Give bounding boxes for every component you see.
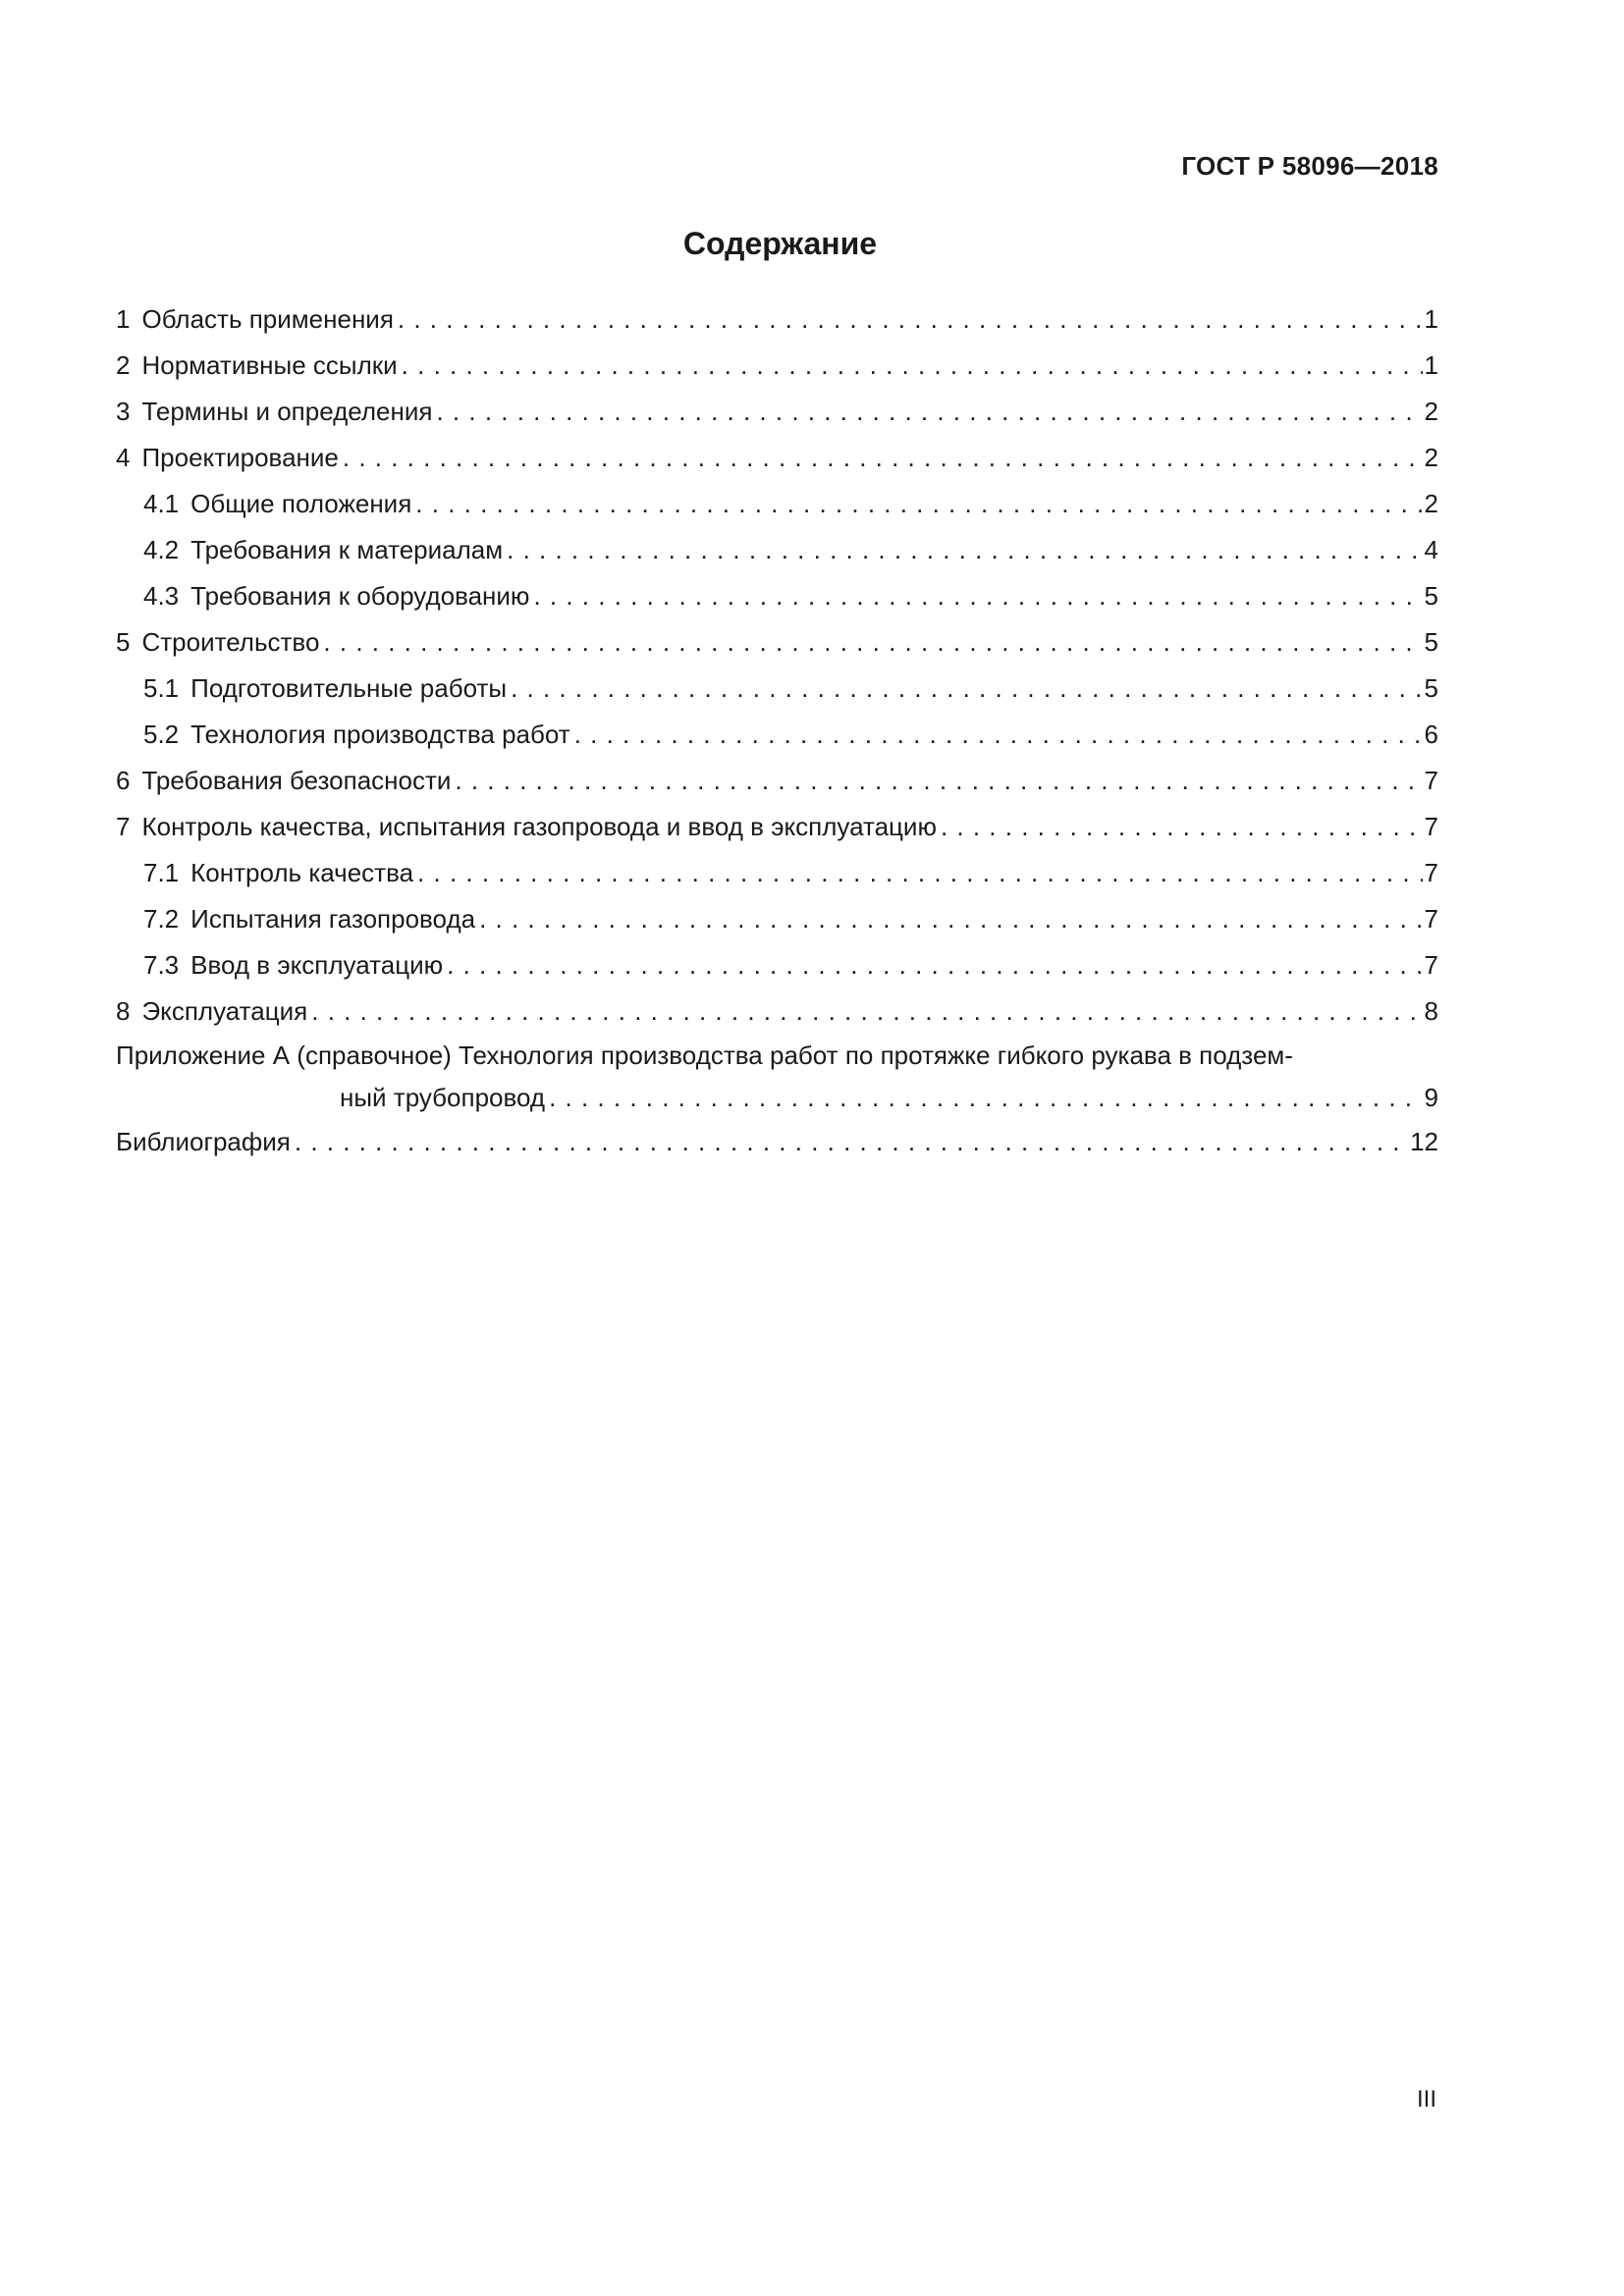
- toc-bibliography[interactable]: [116, 1119, 1438, 1165]
- dot-leader: [447, 942, 1422, 988]
- toc-entry-number: 2: [116, 350, 131, 380]
- toc-entry-label: Испытания газопровода: [190, 904, 476, 934]
- toc-entry-number: 8: [116, 996, 131, 1026]
- toc-entry-number: 5.2: [143, 720, 180, 749]
- toc-subentry[interactable]: [116, 712, 1438, 758]
- toc-entry-page: 5: [1424, 581, 1438, 611]
- dot-leader: [455, 758, 1422, 804]
- toc-entry-number: 7.2: [143, 904, 180, 934]
- toc-appendix-label: Приложение А (справочное) Технология производства работ по протяжке гибкого рукава в подзем-: [116, 1041, 1293, 1070]
- toc-entry[interactable]: [116, 343, 1438, 389]
- dot-leader: [507, 527, 1422, 573]
- toc-entry-number: 4: [116, 443, 131, 472]
- toc-entry-number: 7.3: [143, 950, 180, 980]
- dot-leader: [574, 712, 1423, 758]
- toc-entry-page: 5: [1424, 673, 1438, 703]
- dot-leader: [479, 896, 1422, 942]
- dot-leader: [295, 1119, 1408, 1165]
- dot-leader: [941, 804, 1423, 850]
- toc-entry[interactable]: [116, 988, 1438, 1035]
- toc-entry-number: 3: [116, 397, 131, 426]
- dot-leader: [436, 389, 1422, 435]
- toc-entry-page: 7: [1424, 904, 1438, 934]
- toc-entry-page: 2: [1424, 397, 1438, 426]
- toc-entry-number: 4.3: [143, 581, 180, 611]
- toc-entry-page: 5: [1424, 627, 1438, 657]
- toc-entry-label: Проектирование: [141, 443, 339, 472]
- toc-entry-page: 1: [1424, 350, 1438, 380]
- dot-leader: [511, 666, 1422, 712]
- toc-entry[interactable]: [116, 619, 1438, 666]
- toc-subentry[interactable]: [116, 942, 1438, 988]
- toc-entry-number: 4.1: [143, 489, 180, 518]
- toc-entry[interactable]: [116, 758, 1438, 804]
- dot-leader: [311, 988, 1422, 1035]
- dot-leader: [398, 296, 1423, 343]
- toc-appendix-line-2[interactable]: [116, 1076, 1438, 1119]
- toc-subentry[interactable]: [116, 850, 1438, 896]
- toc-entry-number: 1: [116, 304, 131, 334]
- toc-entry-number: 7: [116, 812, 131, 841]
- toc-entry[interactable]: [116, 804, 1438, 850]
- dot-leader: [549, 1076, 1422, 1119]
- toc-entry-label: Строительство: [141, 627, 320, 657]
- dot-leader: [323, 619, 1422, 666]
- toc-entry[interactable]: [116, 389, 1438, 435]
- toc-entry[interactable]: [116, 296, 1438, 343]
- toc-entry-page: 7: [1424, 812, 1438, 841]
- page-number: III: [1416, 2086, 1436, 2112]
- toc-subentry[interactable]: [116, 573, 1438, 619]
- toc-appendix-page: 9: [1424, 1083, 1438, 1112]
- toc-entry-label: Контроль качества: [190, 858, 414, 887]
- toc-subentry[interactable]: [116, 527, 1438, 573]
- toc-entry-number: 4.2: [143, 535, 180, 564]
- toc-entry[interactable]: [116, 435, 1438, 481]
- page-title: Содержание: [682, 226, 878, 261]
- toc-appendix-line-1[interactable]: [116, 1035, 1438, 1076]
- toc-entry-page: 1: [1424, 304, 1438, 334]
- toc-entry-label: Контроль качества, испытания газопровода и ввод в эксплуатацию: [141, 812, 937, 841]
- toc-entry-page: 2: [1424, 489, 1438, 518]
- toc-entry-number: 6: [116, 766, 131, 795]
- toc-entry-label: Ввод в эксплуатацию: [190, 950, 444, 980]
- toc-entry-label: Эксплуатация: [141, 996, 308, 1026]
- toc-subentry[interactable]: [116, 666, 1438, 712]
- table-of-contents: [116, 296, 1438, 1165]
- toc-entry-label: Технология производства работ: [190, 720, 570, 749]
- toc-entry-page: 7: [1424, 766, 1438, 795]
- toc-entry-label: Требования безопасности: [141, 766, 452, 795]
- toc-entry-number: 7.1: [143, 858, 180, 887]
- toc-appendix-label-continued: ный трубопровод: [340, 1083, 546, 1112]
- toc-entry-label: Подготовительные работы: [190, 673, 508, 703]
- toc-entry-page: 7: [1424, 950, 1438, 980]
- toc-entry-label: Общие положения: [190, 489, 412, 518]
- toc-entry-label: Требования к материалам: [190, 535, 504, 564]
- toc-bibliography-label: Библиография: [116, 1127, 291, 1156]
- toc-entry-page: 2: [1424, 443, 1438, 472]
- dot-leader: [417, 850, 1422, 896]
- toc-entry-number: 5: [116, 627, 131, 657]
- dot-leader: [343, 435, 1423, 481]
- toc-subentry[interactable]: [116, 896, 1438, 942]
- dot-leader: [415, 481, 1422, 527]
- toc-entry-label: Термины и определения: [141, 397, 433, 426]
- toc-entry-page: 8: [1424, 996, 1438, 1026]
- toc-entry-page: 7: [1424, 858, 1438, 887]
- toc-entry-number: 5.1: [143, 673, 180, 703]
- toc-bibliography-page: 12: [1410, 1127, 1438, 1156]
- toc-entry-label: Нормативные ссылки: [141, 350, 398, 380]
- document-code: ГОСТ Р 58096—2018: [1181, 151, 1438, 181]
- dot-leader: [402, 343, 1423, 389]
- toc-entry-page: 6: [1424, 720, 1438, 749]
- toc-subentry[interactable]: [116, 481, 1438, 527]
- toc-entry-label: Требования к оборудованию: [190, 581, 530, 611]
- dot-leader: [533, 573, 1422, 619]
- toc-entry-page: 4: [1424, 535, 1438, 564]
- toc-entry-label: Область применения: [141, 304, 394, 334]
